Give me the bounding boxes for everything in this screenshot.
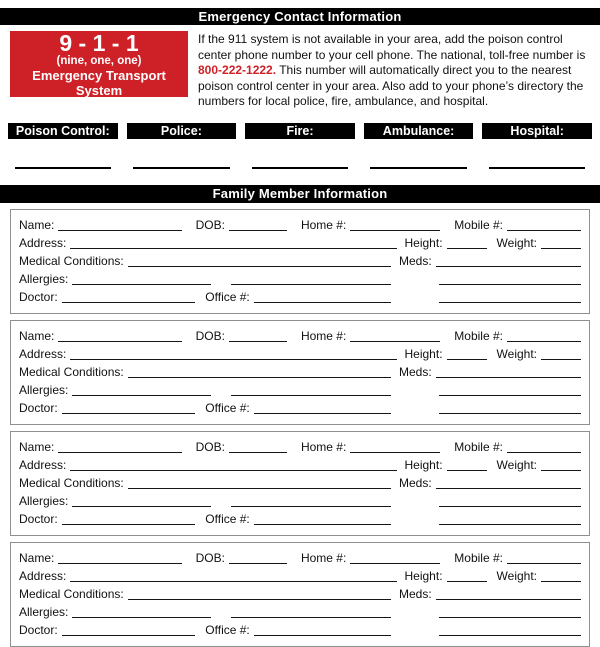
address-row: [19, 456, 581, 474]
meds-continuation-line-1: [439, 506, 581, 507]
poison-control-blank-line: [15, 167, 111, 169]
doctor-label: Doctor:: [19, 289, 58, 304]
doctor-label: Doctor:: [19, 622, 58, 637]
height-label: Height:: [404, 346, 443, 361]
doctor-row: [19, 399, 581, 417]
family-member-title: Family Member Information: [212, 185, 388, 201]
weight-blank-line: [541, 359, 581, 360]
name-blank-line: [58, 230, 181, 231]
office-phone-label: Office #:: [205, 622, 250, 637]
address-blank-line: [70, 470, 396, 471]
meds-label: Meds:: [399, 364, 432, 379]
doctor-row: [19, 621, 581, 639]
office-phone-blank-line: [254, 413, 391, 414]
nine-one-one-caption: Emergency Transport System: [32, 67, 166, 98]
fire-label: Fire:: [245, 123, 355, 139]
medical-conditions-row: [19, 363, 581, 381]
dob-blank-line: [229, 230, 287, 231]
address-row: [19, 345, 581, 363]
ambulance-label: Ambulance:: [364, 123, 474, 139]
allergies-continuation-line: [231, 284, 391, 285]
intro-text-after: This number will automatically direct you to the nearest poison control center in your area. Also add to your phone’s directory the numbers for local police, fire, ambulance, and hospital.: [198, 63, 584, 108]
name-label: Name:: [19, 328, 55, 343]
hospital-line-col: [482, 167, 592, 169]
poison-control-line-col: [8, 167, 118, 169]
medical-conditions-blank-line: [128, 266, 391, 267]
doctor-blank-line: [62, 302, 196, 303]
name-label: Name:: [19, 550, 55, 565]
allergies-row: [19, 603, 581, 621]
police-label: Police:: [127, 123, 237, 139]
meds-label: Meds:: [399, 475, 432, 490]
ambulance-line-col: [364, 167, 474, 169]
allergies-continuation-line: [231, 617, 391, 618]
home-phone-blank-line: [350, 230, 440, 231]
weight-label: Weight:: [496, 346, 537, 361]
meds-blank-line: [436, 599, 581, 600]
medical-conditions-row: [19, 585, 581, 603]
home-phone-blank-line: [350, 341, 440, 342]
allergies-continuation-line: [231, 395, 391, 396]
family-member-block: [10, 542, 590, 647]
meds-continuation-cell-1: [399, 284, 581, 288]
mobile-phone-blank-line: [507, 230, 581, 231]
hospital-blank-line: [489, 167, 585, 169]
name-blank-line: [58, 452, 181, 453]
weight-blank-line: [541, 581, 581, 582]
doctor-row: [19, 288, 581, 306]
mobile-phone-blank-line: [507, 563, 581, 564]
height-label: Height:: [404, 457, 443, 472]
address-blank-line: [70, 359, 396, 360]
meds-continuation-cell-1: [399, 617, 581, 621]
allergies-row: [19, 270, 581, 288]
meds-cell: [399, 365, 581, 381]
dob-blank-line: [229, 563, 287, 564]
home-phone-blank-line: [350, 563, 440, 564]
medical-conditions-blank-line: [128, 488, 391, 489]
family-member-block: [10, 431, 590, 536]
mobile-phone-label: Mobile #:: [454, 328, 503, 343]
weight-blank-line: [541, 470, 581, 471]
dob-label: DOB:: [195, 439, 225, 454]
height-blank-line: [447, 359, 487, 360]
poison-control-label: Poison Control:: [8, 123, 118, 139]
medical-conditions-blank-line: [128, 599, 391, 600]
meds-label: Meds:: [399, 253, 432, 268]
meds-blank-line: [436, 488, 581, 489]
address-label: Address:: [19, 235, 67, 250]
name-label: Name:: [19, 439, 55, 454]
weight-label: Weight:: [496, 235, 537, 250]
name-row: [19, 216, 581, 234]
office-phone-label: Office #:: [205, 511, 250, 526]
family-member-block: [10, 320, 590, 425]
meds-continuation-cell-2: [399, 524, 581, 528]
mobile-phone-label: Mobile #:: [454, 439, 503, 454]
weight-label: Weight:: [496, 568, 537, 583]
name-blank-line: [58, 563, 181, 564]
address-blank-line: [70, 248, 396, 249]
ambulance-blank-line: [370, 167, 466, 169]
emergency-contact-header: [0, 8, 600, 25]
address-row: [19, 234, 581, 252]
meds-label: Meds:: [399, 586, 432, 601]
allergies-label: Allergies:: [19, 271, 69, 286]
meds-continuation-line-1: [439, 617, 581, 618]
meds-continuation-line-1: [439, 284, 581, 285]
address-label: Address:: [19, 568, 67, 583]
doctor-blank-line: [62, 635, 196, 636]
allergies-blank-line: [72, 617, 211, 618]
meds-continuation-line-2: [439, 302, 581, 303]
medical-conditions-blank-line: [128, 377, 391, 378]
doctor-blank-line: [62, 524, 196, 525]
allergies-label: Allergies:: [19, 493, 69, 508]
medical-conditions-label: Medical Conditions:: [19, 253, 124, 268]
allergies-row: [19, 492, 581, 510]
allergies-blank-line: [72, 284, 211, 285]
meds-continuation-cell-1: [399, 506, 581, 510]
fire-line-col: [245, 167, 355, 169]
weight-blank-line: [541, 248, 581, 249]
allergies-label: Allergies:: [19, 604, 69, 619]
meds-continuation-line-2: [439, 524, 581, 525]
meds-blank-line: [436, 377, 581, 378]
medical-conditions-label: Medical Conditions:: [19, 586, 124, 601]
dob-label: DOB:: [195, 217, 225, 232]
nine-one-one-box: [10, 31, 188, 97]
address-row: [19, 567, 581, 585]
mobile-phone-label: Mobile #:: [454, 217, 503, 232]
family-member-header: [0, 185, 600, 203]
dob-label: DOB:: [195, 550, 225, 565]
meds-continuation-cell-1: [399, 395, 581, 399]
name-row: [19, 327, 581, 345]
home-phone-label: Home #:: [300, 328, 347, 343]
home-phone-blank-line: [350, 452, 440, 453]
name-row: [19, 438, 581, 456]
intro-text-before: If the 911 system is not available in your area, add the poison control center phone number to your cell phone. The national, toll-free number is: [198, 32, 586, 62]
intro-section: [10, 31, 590, 110]
name-blank-line: [58, 341, 181, 342]
allergies-label: Allergies:: [19, 382, 69, 397]
meds-continuation-line-1: [439, 395, 581, 396]
home-phone-label: Home #:: [300, 217, 347, 232]
meds-continuation-line-2: [439, 413, 581, 414]
fire-blank-line: [252, 167, 348, 169]
doctor-row: [19, 510, 581, 528]
address-label: Address:: [19, 457, 67, 472]
meds-continuation-cell-2: [399, 302, 581, 306]
police-blank-line: [133, 167, 229, 169]
office-phone-label: Office #:: [205, 289, 250, 304]
medical-conditions-label: Medical Conditions:: [19, 475, 124, 490]
meds-cell: [399, 254, 581, 270]
emergency-contact-title: Emergency Contact Information: [198, 9, 402, 24]
mobile-phone-blank-line: [507, 341, 581, 342]
allergies-continuation-line: [231, 506, 391, 507]
medical-conditions-label: Medical Conditions:: [19, 364, 124, 379]
doctor-blank-line: [62, 413, 196, 414]
meds-blank-line: [436, 266, 581, 267]
height-label: Height:: [404, 235, 443, 250]
meds-continuation-cell-2: [399, 635, 581, 639]
medical-conditions-row: [19, 474, 581, 492]
dob-blank-line: [229, 341, 287, 342]
mobile-phone-label: Mobile #:: [454, 550, 503, 565]
meds-continuation-cell-2: [399, 413, 581, 417]
office-phone-blank-line: [254, 524, 391, 525]
nine-one-one-number: 9 - 1 - 1: [59, 29, 139, 56]
address-blank-line: [70, 581, 396, 582]
office-phone-blank-line: [254, 302, 391, 303]
doctor-label: Doctor:: [19, 400, 58, 415]
family-member-block: [10, 209, 590, 314]
allergies-row: [19, 381, 581, 399]
meds-cell: [399, 476, 581, 492]
office-phone-label: Office #:: [205, 400, 250, 415]
height-blank-line: [447, 470, 487, 471]
police-line-col: [127, 167, 237, 169]
height-blank-line: [447, 248, 487, 249]
doctor-label: Doctor:: [19, 511, 58, 526]
height-label: Height:: [404, 568, 443, 583]
name-label: Name:: [19, 217, 55, 232]
medical-conditions-row: [19, 252, 581, 270]
address-label: Address:: [19, 346, 67, 361]
contact-labels-row: [8, 123, 592, 139]
name-row: [19, 549, 581, 567]
allergies-blank-line: [72, 395, 211, 396]
home-phone-label: Home #:: [300, 550, 347, 565]
contact-blank-lines-row: [8, 167, 592, 169]
weight-label: Weight:: [496, 457, 537, 472]
meds-continuation-line-2: [439, 635, 581, 636]
nine-one-one-subtitle: (nine, one, one): [56, 54, 142, 67]
home-phone-label: Home #:: [300, 439, 347, 454]
office-phone-blank-line: [254, 635, 391, 636]
hospital-label: Hospital:: [482, 123, 592, 139]
family-members: [10, 209, 590, 647]
intro-paragraph: [198, 31, 590, 110]
poison-control-phone-number: 800-222-1222.: [198, 63, 277, 77]
mobile-phone-blank-line: [507, 452, 581, 453]
allergies-blank-line: [72, 506, 211, 507]
meds-cell: [399, 587, 581, 603]
dob-label: DOB:: [195, 328, 225, 343]
dob-blank-line: [229, 452, 287, 453]
height-blank-line: [447, 581, 487, 582]
